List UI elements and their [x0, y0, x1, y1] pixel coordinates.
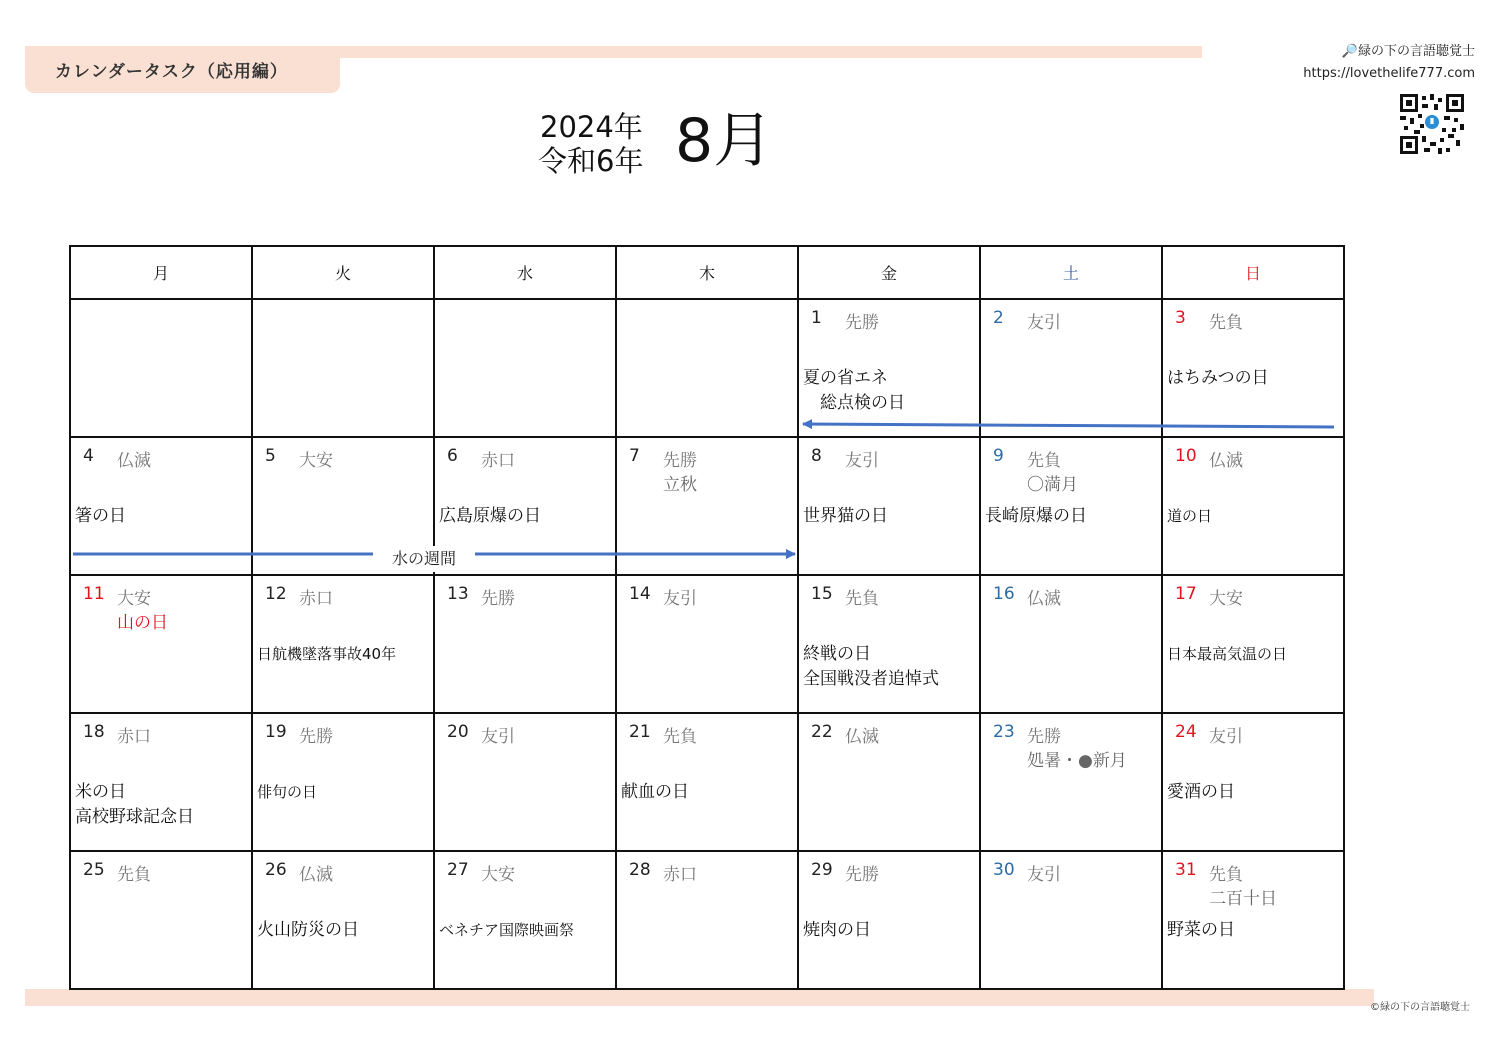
rokuyo-label: 友引 [845, 451, 879, 471]
day-cell-fri[interactable] [798, 713, 980, 851]
event-text [803, 504, 888, 529]
day-number: 11 [83, 584, 105, 604]
calendar-grid [69, 245, 1345, 990]
event-text [257, 642, 396, 667]
day-cell-tue[interactable] [252, 299, 434, 437]
event-text [1167, 780, 1235, 805]
rokuyo-label: 赤口 [299, 589, 333, 609]
day-number: 16 [993, 584, 1015, 604]
rokuyo-label: 先勝 [663, 451, 697, 471]
event-line: 道の日 [1167, 507, 1213, 525]
event-line: 世界猫の日 [803, 506, 888, 526]
event-line: 日航機墜落事故40年 [257, 645, 397, 663]
day-number: 29 [811, 860, 833, 880]
day-note: 二百十日 [1209, 889, 1277, 909]
rokuyo-label: 先負 [1027, 451, 1061, 471]
rokuyo-label: 大安 [1209, 589, 1243, 609]
weekday-fri: 金 [798, 246, 980, 299]
day-number: 9 [993, 446, 1004, 466]
rokuyo-label: 仏滅 [1027, 589, 1061, 609]
event-text [1167, 918, 1235, 943]
rokuyo-label: 大安 [299, 451, 333, 471]
rokuyo-label: 仏滅 [1209, 451, 1243, 471]
day-number: 3 [1175, 308, 1186, 328]
day-cell-sun[interactable] [1162, 437, 1344, 575]
rokuyo-label: 先負 [663, 727, 697, 747]
era-label: 令和6年 [538, 144, 644, 178]
day-number: 13 [447, 584, 469, 604]
day-number: 2 [993, 308, 1004, 328]
rokuyo-label: 先負 [1209, 313, 1243, 333]
event-line: 献血の日 [621, 782, 689, 802]
rokuyo-label: 先勝 [1027, 727, 1061, 747]
weekday-wed: 水 [434, 246, 616, 299]
day-cell-mon[interactable] [70, 851, 252, 989]
rokuyo-label: 友引 [1027, 865, 1061, 885]
magnifier-icon: 🔎 [1341, 44, 1358, 59]
rokuyo-label: 赤口 [663, 865, 697, 885]
event-line: はちみつの日 [1167, 368, 1269, 388]
rokuyo-label: 友引 [663, 589, 697, 609]
day-cell-wed[interactable] [434, 575, 616, 713]
rokuyo-label: 赤口 [117, 727, 151, 747]
rokuyo-label: 大安 [481, 865, 515, 885]
rokuyo-label: 友引 [1027, 313, 1061, 333]
day-number: 24 [1175, 722, 1197, 742]
day-cell-sun[interactable] [1162, 713, 1344, 851]
week-label: 水の週間 [373, 546, 475, 572]
event-line: ベネチア国際映画祭 [439, 921, 575, 939]
event-line: 焼肉の日 [803, 920, 871, 940]
week-row [70, 437, 1344, 575]
day-number: 25 [83, 860, 105, 880]
day-cell-sat[interactable] [980, 713, 1162, 851]
day-cell-wed[interactable] [434, 713, 616, 851]
day-cell-sat[interactable] [980, 299, 1162, 437]
day-cell-sat[interactable] [980, 851, 1162, 989]
event-text [75, 780, 194, 830]
rokuyo-label: 仏滅 [845, 727, 879, 747]
day-number: 14 [629, 584, 651, 604]
day-cell-sun[interactable] [1162, 851, 1344, 989]
event-text [803, 918, 871, 943]
day-number: 20 [447, 722, 469, 742]
day-note: 〇満月 [1027, 475, 1078, 495]
event-line: 野菜の日 [1167, 920, 1235, 940]
event-text [803, 366, 905, 416]
day-cell-fri[interactable] [798, 299, 980, 437]
week-row [70, 299, 1344, 437]
day-cell-thu[interactable] [616, 575, 798, 713]
event-text [621, 780, 689, 805]
day-cell-sat[interactable] [980, 575, 1162, 713]
day-number: 17 [1175, 584, 1197, 604]
weekday-header [70, 246, 1344, 299]
rokuyo-label: 先勝 [299, 727, 333, 747]
day-number: 30 [993, 860, 1015, 880]
day-number: 4 [83, 446, 94, 466]
rokuyo-label: 友引 [481, 727, 515, 747]
day-number: 27 [447, 860, 469, 880]
event-line: 火山防災の日 [257, 920, 359, 940]
week-row [70, 713, 1344, 851]
day-number: 15 [811, 584, 833, 604]
day-cell-thu[interactable] [616, 713, 798, 851]
day-cell-wed[interactable] [434, 851, 616, 989]
rokuyo-label: 赤口 [481, 451, 515, 471]
rokuyo-label: 友引 [1209, 727, 1243, 747]
day-number: 10 [1175, 446, 1197, 466]
site-name [1320, 40, 1475, 59]
copyright: ©緑の下の言語聴覚士 [1370, 1002, 1470, 1013]
event-line: 日本最高気温の日 [1167, 645, 1288, 663]
day-number: 1 [811, 308, 822, 328]
day-cell-fri[interactable] [798, 437, 980, 575]
rokuyo-label: 大安 [117, 589, 151, 609]
day-cell-thu[interactable] [616, 299, 798, 437]
month-title: 8月 [675, 106, 774, 176]
event-line: 広島原爆の日 [439, 506, 541, 526]
weekday-mon: 月 [70, 246, 252, 299]
event-text [257, 780, 317, 805]
day-cell-sun[interactable] [1162, 575, 1344, 713]
day-cell-tue[interactable] [252, 851, 434, 989]
rokuyo-label: 先勝 [481, 589, 515, 609]
day-number: 31 [1175, 860, 1197, 880]
day-cell-sat[interactable] [980, 437, 1162, 575]
site-url[interactable]: https://lovethelife777.com [1303, 66, 1475, 81]
day-cell-mon[interactable] [70, 437, 252, 575]
day-note: 山の日 [117, 613, 168, 633]
weekday-sat: 土 [980, 246, 1162, 299]
day-note: 立秋 [663, 475, 697, 495]
day-cell-mon[interactable] [70, 299, 252, 437]
rokuyo-label: 先負 [845, 589, 879, 609]
day-note: 処暑・●新月 [1027, 751, 1127, 771]
event-line: 俳句の日 [257, 783, 318, 801]
event-line: 総点検の日 [803, 393, 905, 413]
event-line: 全国戦没者追悼式 [803, 669, 939, 689]
event-text [1167, 366, 1269, 391]
event-text [257, 918, 359, 943]
day-cell-fri[interactable] [798, 575, 980, 713]
day-number: 5 [265, 446, 276, 466]
day-number: 21 [629, 722, 651, 742]
worksheet-tag: カレンダータスク（応用編） [25, 46, 340, 93]
event-line: 終戦の日 [803, 644, 871, 664]
day-cell-wed[interactable] [434, 299, 616, 437]
event-text [1167, 642, 1287, 667]
day-number: 12 [265, 584, 287, 604]
rokuyo-label: 仏滅 [117, 451, 151, 471]
event-line: 箸の日 [75, 506, 126, 526]
day-cell-tue[interactable] [252, 713, 434, 851]
event-line: 愛酒の日 [1167, 782, 1235, 802]
weekday-sun: 日 [1162, 246, 1344, 299]
day-number: 8 [811, 446, 822, 466]
day-number: 6 [447, 446, 458, 466]
day-number: 19 [265, 722, 287, 742]
weekday-thu: 木 [616, 246, 798, 299]
week-row [70, 851, 1344, 989]
qr-code-icon[interactable] [1400, 94, 1464, 154]
event-text [1167, 504, 1212, 529]
rokuyo-label: 仏滅 [299, 865, 333, 885]
weekday-tue: 火 [252, 246, 434, 299]
week-row [70, 575, 1344, 713]
event-line: 夏の省エネ [803, 368, 888, 388]
bottom-band [25, 989, 1374, 1006]
day-cell-thu[interactable] [616, 851, 798, 989]
event-text [439, 918, 574, 943]
day-cell-fri[interactable] [798, 851, 980, 989]
event-text [985, 504, 1087, 529]
day-cell-mon[interactable] [70, 713, 252, 851]
event-line: 米の日 [75, 782, 126, 802]
day-cell-thu[interactable] [616, 437, 798, 575]
event-text [439, 504, 541, 529]
day-cell-sun[interactable] [1162, 299, 1344, 437]
day-number: 7 [629, 446, 640, 466]
rokuyo-label: 先負 [117, 865, 151, 885]
rokuyo-label: 先勝 [845, 313, 879, 333]
site-name-text: 緑の下の言語聴覚士 [1357, 44, 1475, 59]
day-number: 23 [993, 722, 1015, 742]
event-text [803, 642, 939, 692]
day-cell-mon[interactable] [70, 575, 252, 713]
day-number: 22 [811, 722, 833, 742]
event-line: 高校野球記念日 [75, 807, 194, 827]
rokuyo-label: 先負 [1209, 865, 1243, 885]
day-number: 26 [265, 860, 287, 880]
day-cell-tue[interactable] [252, 575, 434, 713]
day-number: 18 [83, 722, 105, 742]
rokuyo-label: 先勝 [845, 865, 879, 885]
year-label: 2024年 [540, 110, 643, 144]
day-number: 28 [629, 860, 651, 880]
event-text [75, 504, 126, 529]
event-line: 長崎原爆の日 [985, 506, 1087, 526]
